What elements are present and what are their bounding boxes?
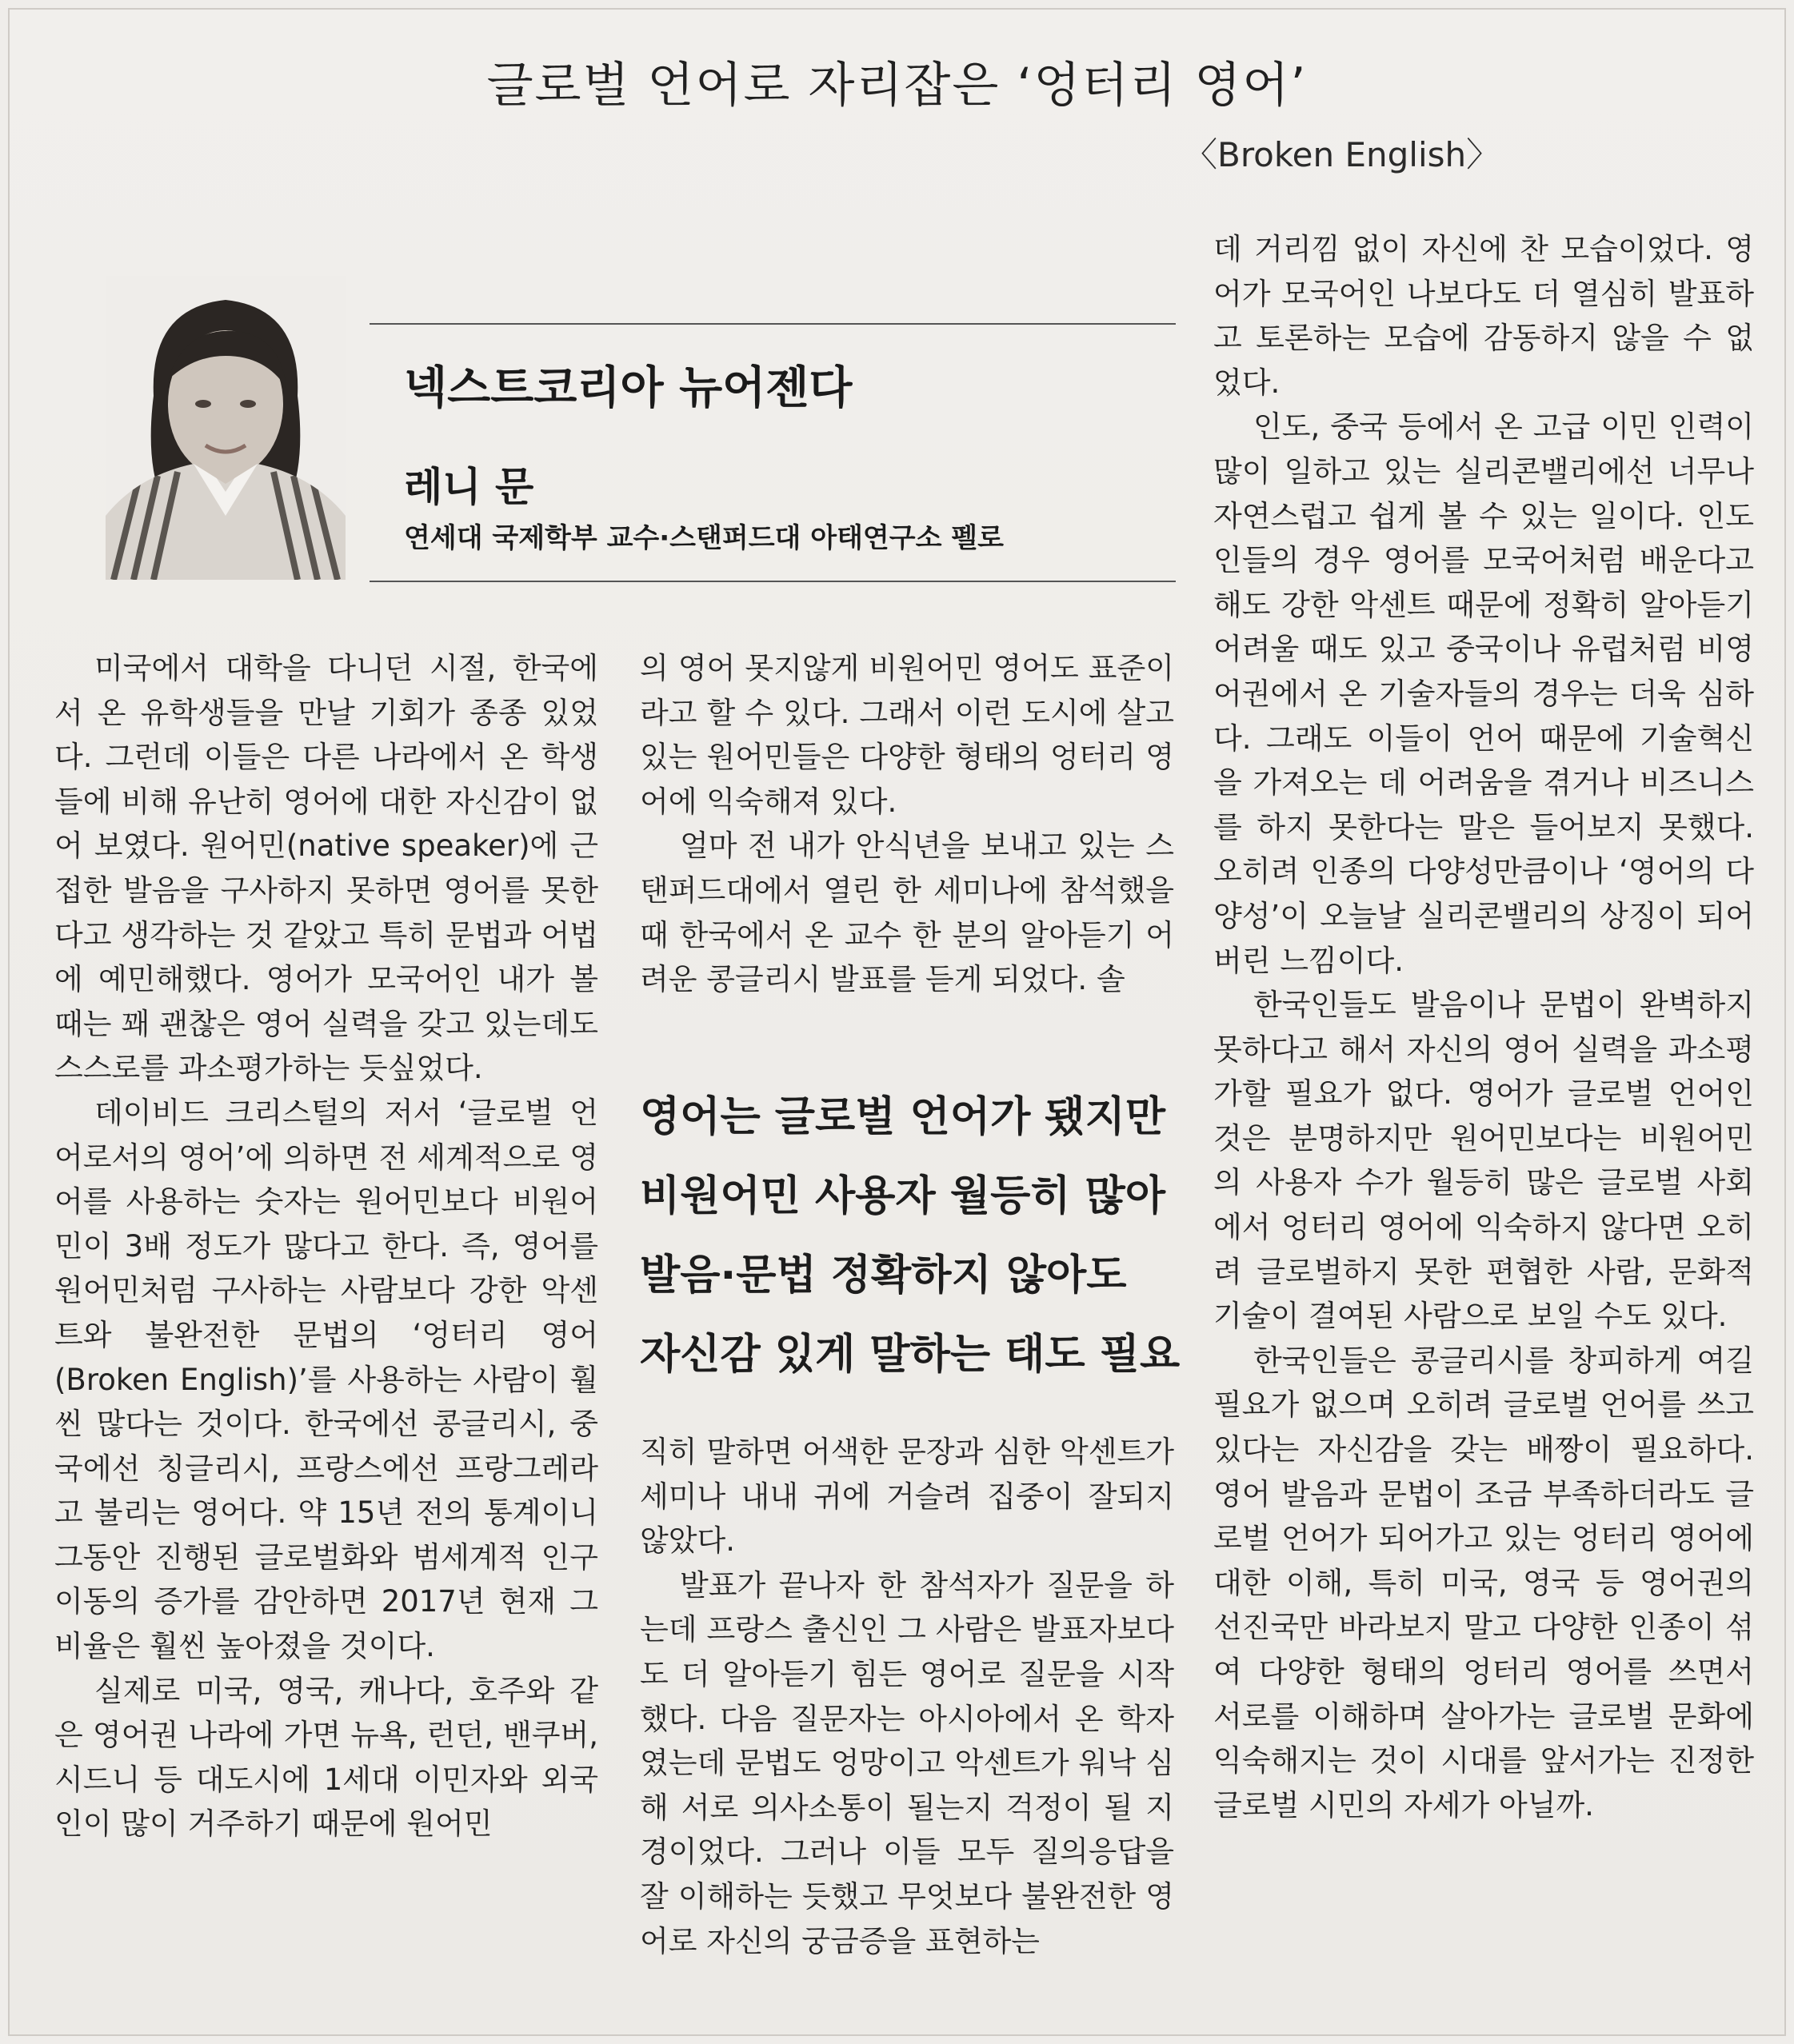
headline: 글로벌 언어로 자리잡은 ‘엉터리 영어’ xyxy=(486,58,1308,114)
paragraph: 직히 말하면 어색한 문장과 심한 악센트가 세미나 내내 귀에 거슬려 집중이 잘되지 않았다. xyxy=(640,1435,1174,1559)
pull-quote-line: 비원어민 사용자 월등히 많아 xyxy=(640,1172,1166,1220)
paragraph: 한국인들도 발음이나 문법이 완벽하지 못하다고 해서 자신의 영어 실력을 과소평가할 필요가 없다. 영어가 글로벌 언어인 것은 분명하지만 원어민보다는 비원어민의 사용자 수가 월등히 많은 글로벌 사회에서 엉터리 영어에 익숙하지 않다면 오히려 글로벌하지 못한 편협한 사람, 문화적 기술이 결여된 사람으로 보일 수도 있다. xyxy=(1213,988,1754,1334)
column-name: 넥스트코리아 뉴어젠다 xyxy=(404,362,853,414)
paragraph: 얼마 전 내가 안식년을 보내고 있는 스탠퍼드대에서 열린 한 세미나에 참석했을 때 한국에서 온 교수 한 분의 알아듣기 어려운 콩글리시 발표를 듣게 되었다. 솔 xyxy=(640,828,1174,997)
body-column-3 xyxy=(1213,227,1754,1827)
paragraph: 데 거리낌 없이 자신에 찬 모습이었다. 영어가 모국어인 나보다도 더 열심히 발표하고 토론하는 모습에 감동하지 않을 수 없었다. xyxy=(1213,232,1754,400)
paragraph: 발표가 끝나자 한 참석자가 질문을 하는데 프랑스 출신인 그 사람은 발표자보다도 더 알아듣기 힘든 영어로 질문을 시작했다. 다음 질문자는 아시아에서 온 학자였는데 문법도 엉망이고 악센트가 워낙 심해 서로 의사소통이 될는지 걱정이 될 지경이었다. 그러나 이들 모두 질의응답을 잘 이해하는 듯했고 무엇보다 불완전한 영어로 자신의 궁금증을 표현하는 xyxy=(640,1567,1174,1958)
pull-quote-line: 발음·문법 정확하지 않아도 xyxy=(640,1252,1127,1299)
author-title: 연세대 국제학부 교수·스탠퍼드대 아태연구소 펠로 xyxy=(404,522,1004,554)
pull-quote xyxy=(640,1078,1181,1395)
paragraph: 의 영어 못지않게 비원어민 영어도 표준이라고 할 수 있다. 그래서 이런 도시에 살고 있는 원어민들은 다양한 형태의 엉터리 영어에 익숙해져 있다. xyxy=(640,651,1174,819)
author-name: 레니 문 xyxy=(404,464,534,510)
body-column-2-top xyxy=(640,646,1174,1002)
paragraph: 인도, 중국 등에서 온 고급 이민 인력이 많이 일하고 있는 실리콘밸리에선 너무나 자연스럽고 쉽게 볼 수 있는 일이다. 인도인들의 경우 영어를 모국어처럼 배운다고 해도 강한 악센트 때문에 정확히 알아듣기 어려울 때도 있고 중국이나 유럽처럼 비영어권에서 온 기술자들의 경우는 더욱 심하다. 그래도 이들이 언어 때문에 기술혁신을 가져오는 데 어려움을 겪거나 비즈니스를 하지 못한다는 말은 들어보지 못했다. 오히려 인종의 다양성만큼이나 ‘영어의 다양성’이 오늘날 실리콘밸리의 상징이 되어 버린 느낌이다. xyxy=(1213,409,1754,978)
paragraph: 한국인들은 콩글리시를 창피하게 여길 필요가 없으며 오히려 글로벌 언어를 쓰고 있다는 자신감을 갖는 배짱이 필요하다. 영어 발음과 문법이 조금 부족하더라도 글로벌 언어가 되어가고 있는 엉터리 영어에 대한 이해, 특히 미국, 영국 등 영어권의 선진국만 바라보지 말고 다양한 인종이 섞여 다양한 형태의 엉터리 영어를 쓰면서 서로를 이해하며 살아가는 글로벌 문화에 익숙해지는 것이 시대를 앞서가는 진정한 글로벌 시민의 자세가 아닐까. xyxy=(1213,1343,1754,1822)
header-rule-top xyxy=(370,323,1176,325)
pull-quote-line: 영어는 글로벌 언어가 됐지만 xyxy=(640,1093,1166,1141)
paragraph: 데이비드 크리스털의 저서 ‘글로벌 언어로서의 영어’에 의하면 전 세계적으로 영어를 사용하는 숫자는 원어민보다 비원어민이 3배 정도가 많다고 한다. 즉, 영어를 원어민처럼 구사하는 사람보다 강한 악센트와 불완전한 문법의 ‘엉터리 영어(Broken English)’를 사용하는 사람이 훨씬 많다는 것이다. 한국에선 콩글리시, 중국에선 칭글리시, 프랑스에선 프랑그레라고 불리는 영어다. 약 15년 전의 통계이니 그동안 진행된 글로벌화와 범세계적 인구 이동의 증가를 감안하면 2017년 현재 그 비율은 훨씬 높아졌을 것이다. xyxy=(54,1095,598,1664)
paragraph: 미국에서 대학을 다니던 시절, 한국에서 온 유학생들을 만날 기회가 종종 있었다. 그런데 이들은 다른 나라에서 온 학생들에 비해 유난히 영어에 대한 자신감이 없어 보였다. 원어민(native speaker)에 근접한 발음을 구사하지 못하면 영어를 못한다고 생각하는 것 같았고 특히 문법과 어법에 예민해했다. 영어가 모국어인 내가 볼 때는 꽤 괜찮은 영어 실력을 갖고 있는데도 스스로를 과소평가하는 듯싶었다. xyxy=(54,651,598,1086)
pull-quote-line: 자신감 있게 말하는 태도 필요 xyxy=(640,1331,1181,1379)
subheadline: 〈Broken English〉 xyxy=(1184,135,1500,174)
body-column-2-bottom xyxy=(640,1430,1174,1963)
body-column-1 xyxy=(54,646,598,1846)
paragraph: 실제로 미국, 영국, 캐나다, 호주와 같은 영어권 나라에 가면 뉴욕, 런던, 밴쿠버, 시드니 등 대도시에 1세대 이민자와 외국인이 많이 거주하기 때문에 원어민 xyxy=(54,1673,598,1842)
author-portrait-photo xyxy=(106,276,346,580)
header-rule-bottom xyxy=(370,581,1176,582)
